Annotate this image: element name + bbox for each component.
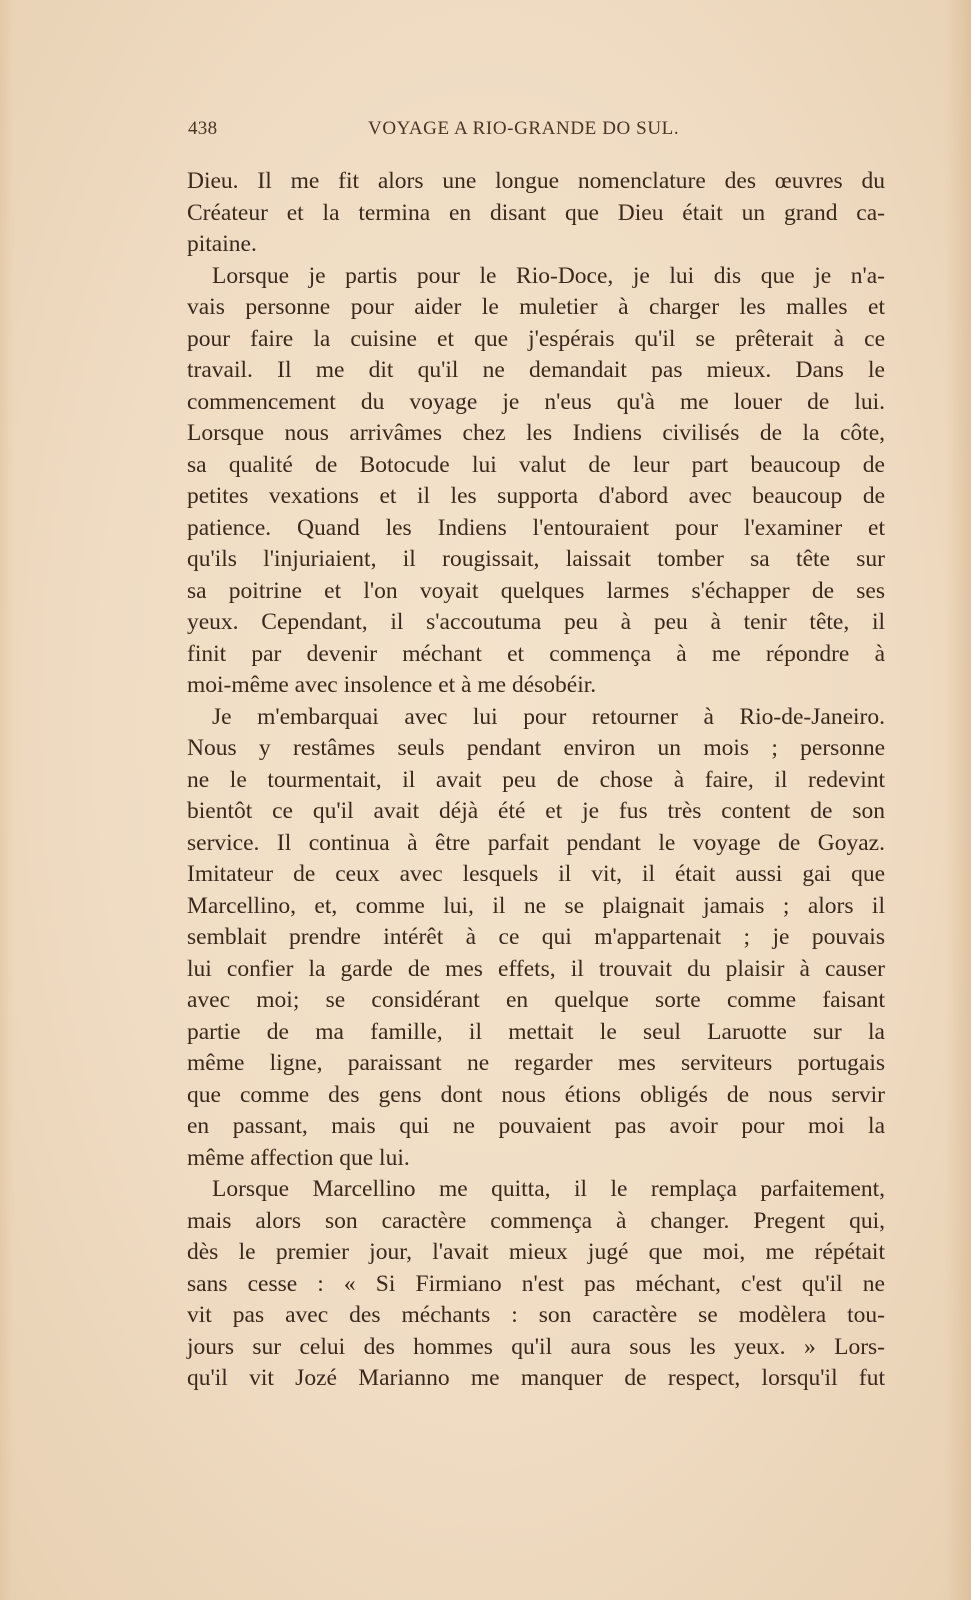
text-line: partie de ma famille, il mettait le seul Laruotte sur la [187,1018,885,1045]
text-line: sa poitrine et l'on voyait quelques larmes s'échapper de ses [187,577,885,604]
text-line: sa qualité de Botocude lui valut de leur part beaucoup de [187,451,885,478]
text-line: Nous y restâmes seuls pendant environ un mois ; personne [187,735,885,761]
text-line: jours sur celui des hommes qu'il aura sous les yeux. » Lors- [187,1333,885,1360]
text-line: Dieu. Il me fit alors une longue nomenclature des œuvres du [187,168,885,194]
text-line: travail. Il me dit qu'il ne demandait pas mieux. Dans le [187,357,885,383]
text-line: que comme des gens dont nous étions obligés de nous servir [187,1081,885,1108]
text-line: semblait prendre intérêt à ce qui m'appartenait ; je pouvais [187,924,885,950]
text-line: petites vexations et il les supporta d'abord avec beaucoup de [187,483,885,509]
text-line: Marcellino, et, comme lui, il ne se plaignait jamais ; alors il [187,892,885,919]
text-line: Imitateur de ceux avec lesquels il vit, il était aussi gai que [187,861,885,887]
text-line: dès le premier jour, l'avait mieux jugé que moi, me répétait [187,1239,885,1265]
text-line: commencement du voyage je n'eus qu'à me louer de lui. [187,388,885,415]
text-line: Je m'embarquai avec lui pour retourner à Rio-de-Janeiro. [212,703,885,730]
text-line: en passant, mais qui ne pouvaient pas avoir pour moi la [187,1113,885,1139]
running-head [188,118,886,142]
text-line: service. Il continua à être parfait pendant le voyage de Goyaz. [187,829,885,856]
text-line: Lorsque nous arrivâmes chez les Indiens civilisés de la côte, [187,420,885,446]
text-line: Lorsque je partis pour le Rio-Doce, je lui dis que je n'a- [212,262,885,289]
page-number: 438 [188,118,218,139]
text-line: mais alors son caractère commença à changer. Pregent qui, [187,1207,885,1234]
body-text [187,166,885,1395]
text-line: Lorsque Marcellino me quitta, il le remplaça parfaitement, [212,1176,885,1202]
text-line: même affection que lui. [187,1144,410,1171]
text-line: vais personne pour aider le muletier à charger les malles et [187,294,885,320]
text-line: ne le tourmentait, il avait peu de chose à faire, il redevint [187,766,885,793]
text-line: sans cesse : « Si Firmiano n'est pas méchant, c'est qu'il ne [187,1270,885,1297]
text-line: yeux. Cependant, il s'accoutuma peu à peu à tenir tête, il [187,609,885,635]
text-line: Créateur et la termina en disant que Dieu était un grand ca- [187,199,885,226]
text-line: même ligne, paraissant ne regarder mes serviteurs portugais [187,1050,885,1076]
page-right-edge-shadow [945,0,971,1600]
text-line: lui confier la garde de mes effets, il trouvait du plaisir à causer [187,955,885,982]
text-line: qu'ils l'injuriaient, il rougissait, laissait tomber sa tête sur [187,546,885,572]
text-line: pitaine. [187,231,257,257]
text-line: bientôt ce qu'il avait déjà été et je fus très content de son [187,798,885,824]
page-left-edge-shadow [0,0,14,1600]
running-title: VOYAGE A RIO-GRANDE DO SUL. [368,118,680,139]
text-line: avec moi; se considérant en quelque sorte comme faisant [187,987,885,1013]
text-line: vit pas avec des méchants : son caractère se modèlera tou- [187,1302,885,1328]
text-line: finit par devenir méchant et commença à me répondre à [187,640,885,667]
text-line: pour faire la cuisine et que j'espérais qu'il se prêterait à ce [187,325,885,352]
text-line: qu'il vit Jozé Marianno me manquer de respect, lorsqu'il fut [187,1365,885,1391]
text-line: moi-même avec insolence et à me désobéir. [187,672,597,698]
text-line: patience. Quand les Indiens l'entouraient pour l'examiner et [187,514,885,541]
